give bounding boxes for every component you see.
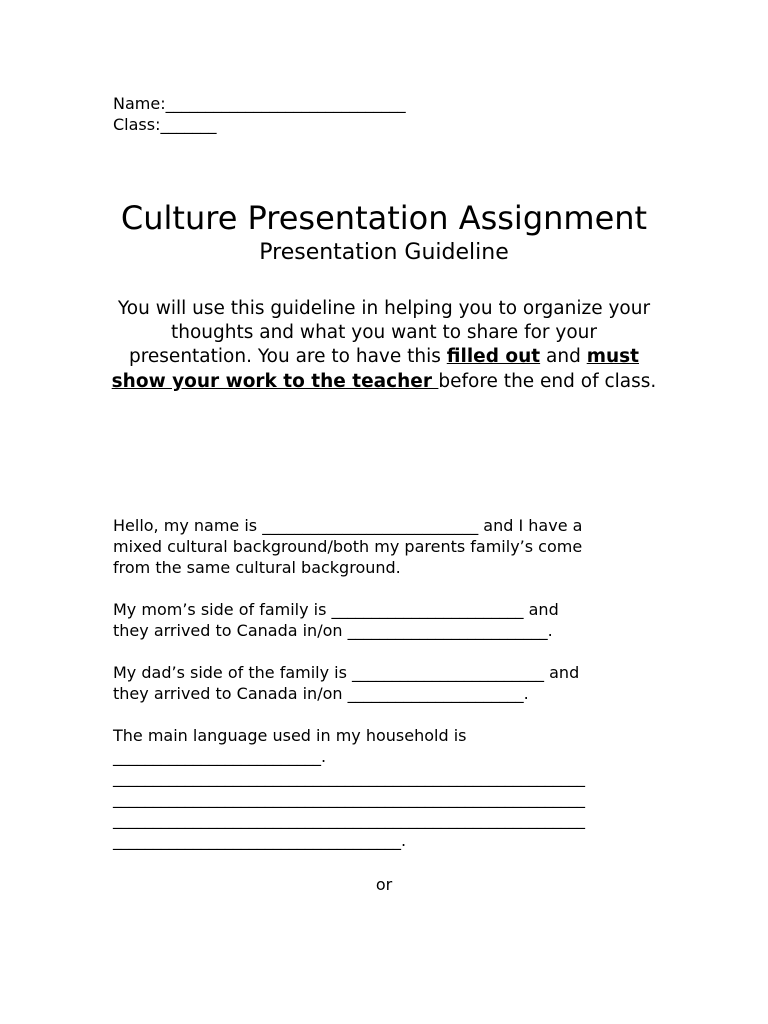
question-name-line-2: mixed cultural background/both my parents family’s come (113, 537, 583, 556)
question-dad-line-1: My dad’s side of the family is ________________________ and (113, 663, 580, 682)
question-mom-side (113, 599, 658, 641)
student-info (113, 93, 406, 135)
page-subtitle: Presentation Guideline (259, 240, 509, 265)
answer-line-2: ___________________________________________________________ (113, 789, 585, 808)
name-line: Name:______________________________ (113, 94, 406, 113)
intro-paragraph (110, 297, 658, 394)
answer-line-3: ___________________________________________________________ (113, 810, 585, 829)
question-language-line-2: __________________________. (113, 747, 327, 766)
intro-text-2: and (540, 346, 587, 368)
question-name-line-1: Hello, my name is ___________________________ and I have a (113, 516, 583, 535)
must-show-emphasis: must show your work to the teacher (111, 346, 640, 392)
question-name (113, 515, 658, 578)
intro-text-1: You will use this guideline in helping you to organize your thoughts and what you want to share for your presentation. You are to have this (117, 298, 651, 368)
answer-line-1: ___________________________________________________________ (113, 768, 585, 787)
question-language-line-1: The main language used in my household is (113, 726, 467, 745)
question-name-line-3: from the same cultural background. (113, 558, 401, 577)
question-language (113, 725, 658, 851)
question-mom-line-1: My mom’s side of family is ________________________ and (113, 600, 559, 619)
intro-text-3: before the end of class. (438, 370, 657, 392)
filled-out-emphasis: filled out (446, 346, 541, 368)
class-line: Class:_______ (113, 115, 217, 134)
page-title: Culture Presentation Assignment (120, 199, 648, 237)
questions-section (113, 515, 658, 872)
question-mom-line-2: they arrived to Canada in/on _________________________. (113, 621, 553, 640)
question-dad-line-2: they arrived to Canada in/on ______________________. (113, 684, 529, 703)
question-dad-side (113, 662, 658, 704)
answer-line-4: ____________________________________. (113, 831, 407, 850)
or-separator: or (375, 875, 393, 894)
